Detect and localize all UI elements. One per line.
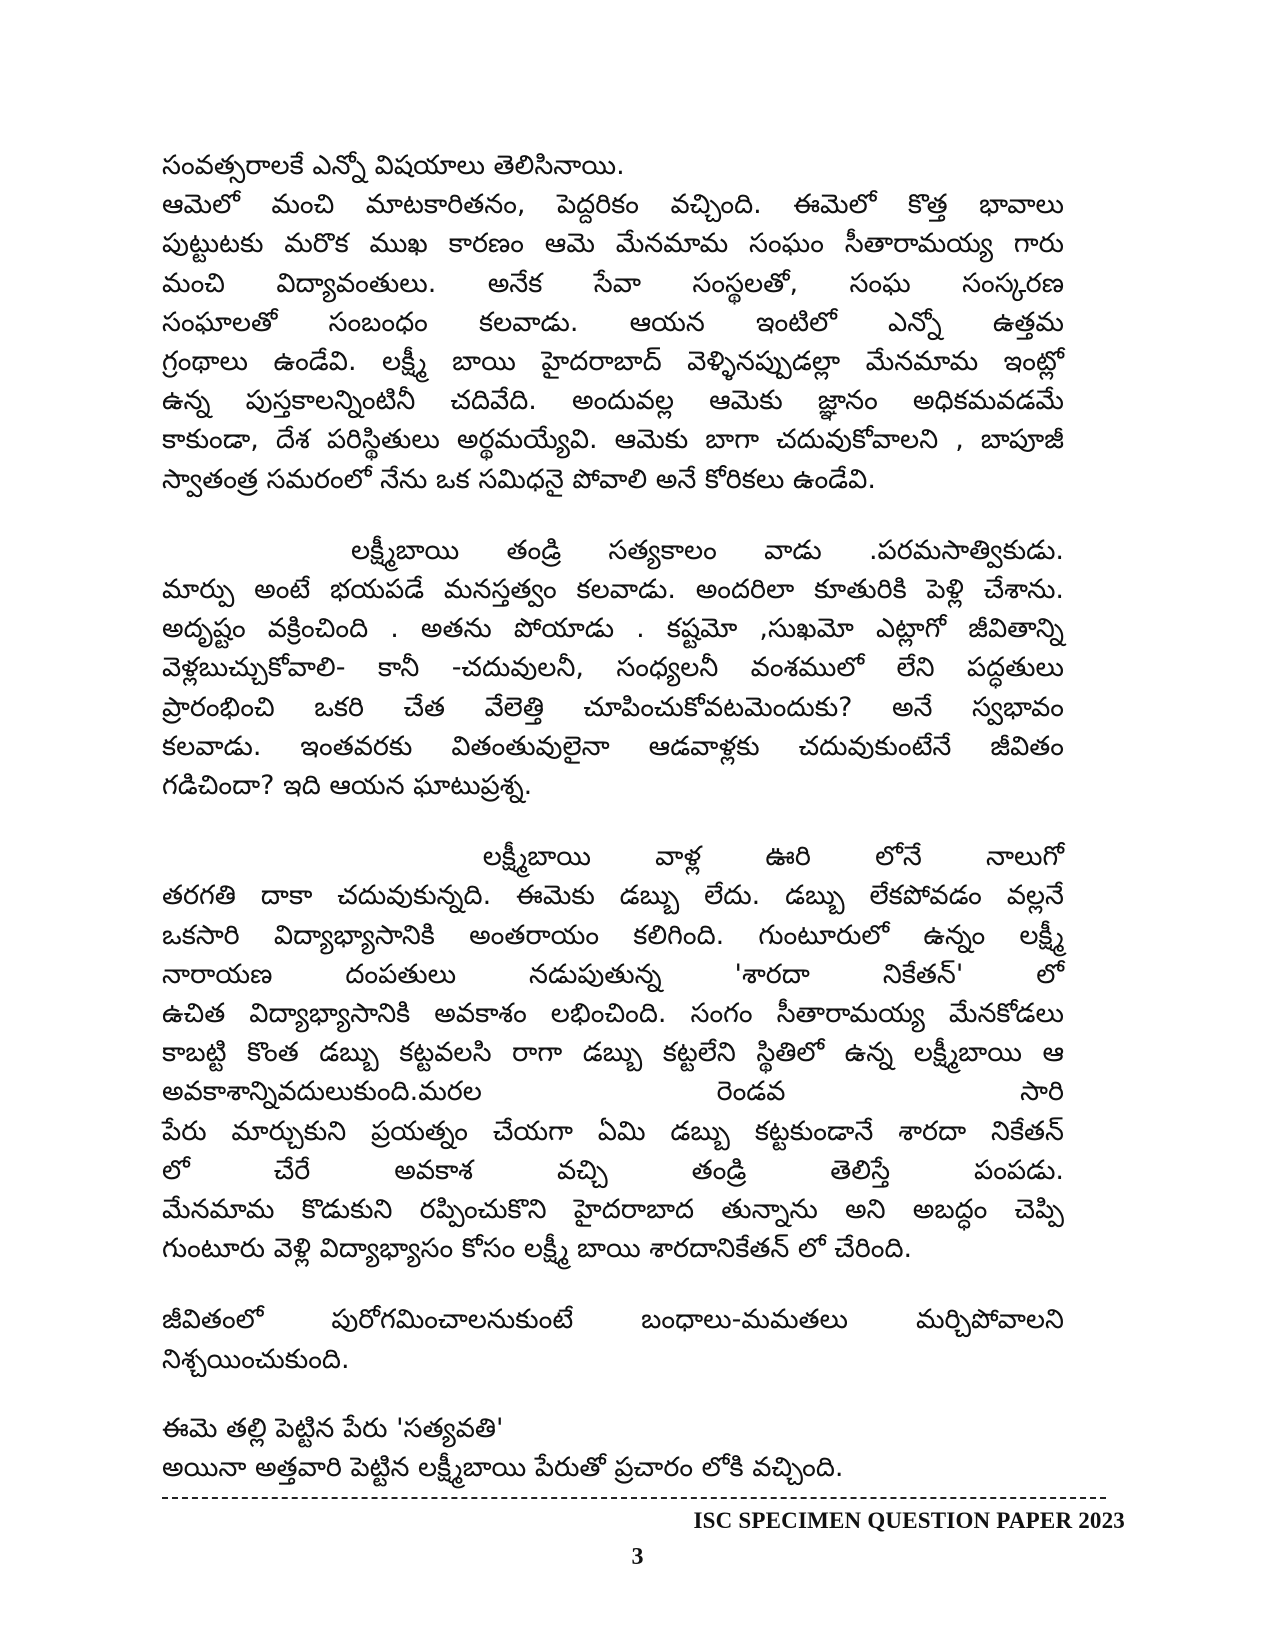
text-line: తరగతి దాకా చదువుకున్నది. ఈమెకు డబ్బు లేదు. డబ్బు లేకపోవడం వల్లనే <box>162 880 1064 912</box>
text-line: అవకాశాన్నివదులుకుంది.మరల రెండవ సారి <box>162 1076 1064 1108</box>
text-line: నారాయణ దంపతులు నడుపుతున్న 'శారదా నికేతన్' లో <box>162 958 1064 990</box>
text-line: కాకుండా, దేశ పరిస్థితులు అర్థమయ్యేవి. ఆమెకు బాగా చదువుకోవాలని , బాపూజీ <box>162 424 1064 456</box>
text-line: మేనమామ కొడుకుని రప్పించుకొని హైదరాబాద తున్నాను అని అబద్ధం చెప్పి <box>162 1194 1064 1226</box>
text-line: నిశ్చయించుకుంది. <box>162 1343 350 1375</box>
footer-divider <box>162 1497 1106 1499</box>
text-line: స్వాతంత్ర సమరంలో నేను ఒక సమిధనై పోవాలి అనే కోరికలు ఉండేవి. <box>162 463 876 495</box>
text-line: పేరు మార్చుకుని ప్రయత్నం చేయగా ఏమి డబ్బు కట్టకుండానే శారదా నికేతన్ <box>162 1115 1064 1147</box>
text-line: ఉన్న పుస్తకాలన్నింటినీ చదివేది. అందువల్ల ఆమెకు జ్ఞానం అధికమవడమే <box>162 385 1064 417</box>
paragraph-3 <box>162 837 1064 1268</box>
text-line: ఈమె తల్లి పెట్టిన పేరు 'సత్యవతి' <box>162 1412 504 1444</box>
text-line: లో చేరే అవకాశ వచ్చి తండ్రి తెలిస్తే పంపడు. <box>162 1154 1064 1186</box>
text-line: కలవాడు. ఇంతవరకు వితంతువులైనా ఆడవాళ్లకు చదువుకుంటేనే జీవితం <box>162 730 1064 762</box>
text-line: కాబట్టి కొంత డబ్బు కట్టవలసి రాగా డబ్బు కట్టలేని స్థితిలో ఉన్న లక్ష్మీబాయి ఆ <box>162 1037 1064 1069</box>
text-line: సంవత్సరాలకే ఎన్నో విషయాలు తెలిసినాయి. <box>162 150 625 181</box>
paragraph-5 <box>162 1409 1064 1487</box>
text-line: ఆమెలో మంచి మాటకారితనం, పెద్దరికం వచ్చింది. ఈమెలో కొత్త భావాలు <box>162 189 1064 221</box>
text-line: గడిచిందా? ఇది ఆయన ఘాటుప్రశ్న. <box>162 770 533 802</box>
paragraph-4 <box>162 1300 1064 1378</box>
text-line: గుంటూరు వెళ్లి విద్యాభ్యాసం కోసం లక్ష్మీ బాయి శారదానికేతన్ లో చేరింది. <box>162 1233 913 1265</box>
text-line: మంచి విద్యావంతులు. అనేక సేవా సంస్థలతో, సంఘ సంస్కరణ <box>162 267 1064 299</box>
text-line: లక్ష్మీబాయి తండ్రి సత్యకాలం వాడు .పరమసాత్వికుడు. <box>162 534 1064 566</box>
text-line: సంఘాలతో సంబంధం కలవాడు. ఆయన ఇంటిలో ఎన్నో ఉత్తమ <box>162 306 1064 338</box>
text-line: ఒకసారి విద్యాభ్యాసానికి అంతరాయం కలిగింది. గుంటూరులో ఉన్నం లక్ష్మీ <box>162 919 1064 951</box>
footer-title: ISC SPECIMEN QUESTION PAPER 2023 <box>693 1508 1125 1533</box>
text-line: అదృష్టం వక్రించింది . అతను పోయాడు . కష్టమో ,సుఖమో ఎట్లాగో జీవితాన్ని <box>162 613 1064 645</box>
document-body <box>162 146 1064 1519</box>
paragraph-1 <box>162 146 1064 499</box>
text-line: ఉచిత విద్యాభ్యాసానికి అవకాశం లభించింది. సంగం సీతారామయ్య మేనకోడలు <box>162 998 1064 1030</box>
text-line: పుట్టుటకు మరొక ముఖ కారణం ఆమె మేనమామ సంఘం సీతారామయ్య గారు <box>162 228 1064 260</box>
text-line: వెళ్లబుచ్చుకోవాలి- కానీ -చదువులనీ, సంధ్యలనీ వంశములో లేని పద్ధతులు <box>162 652 1064 684</box>
text-line: లక్ష్మీబాయి వాళ్ల ఊరి లోనే నాలుగో <box>162 841 1064 873</box>
text-line: జీవితంలో పురోగమించాలనుకుంటే బంధాలు-మమతలు మర్చిపోవాలని <box>162 1304 1064 1336</box>
text-line: ప్రారంభించి ఒకరి చేత వేలెత్తి చూపించుకోవటమెందుకు? అనే స్వభావం <box>162 691 1064 723</box>
text-line: అయినా అత్తవారి పెట్టిన లక్ష్మీబాయి పేరుతో ప్రచారం లోకి వచ్చింది. <box>162 1452 844 1484</box>
paragraph-2 <box>162 531 1064 805</box>
text-line: మార్పు అంటే భయపడే మనస్తత్వం కలవాడు. అందరిలా కూతురికి పెళ్లి చేశాను. <box>162 574 1064 606</box>
text-line: గ్రంథాలు ఉండేవి. లక్ష్మీ బాయి హైదరాబాద్ వెళ్ళినప్పుడల్లా మేనమామ ఇంట్లో <box>162 346 1064 378</box>
page-number: 3 <box>631 1544 644 1570</box>
